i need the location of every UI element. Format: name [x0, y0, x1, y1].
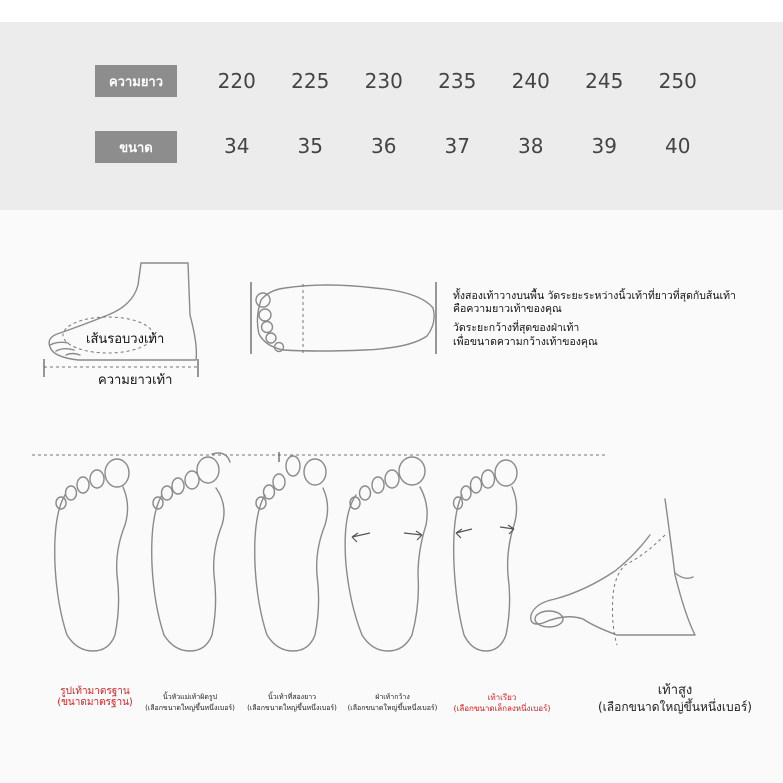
size-cell: 40: [665, 134, 691, 158]
length-row: [200, 69, 720, 93]
foot-type-advice: (เลือกขนาดเล็กลงหนึ่งเบอร์): [453, 704, 551, 713]
instruction-line-4: เพื่อขนาดความกว้างเท้าของคุณ: [453, 336, 598, 348]
foot-type-advice: (ขนาดมาตรฐาน): [57, 697, 133, 708]
length-cell: 235: [438, 69, 477, 93]
size-cell: 38: [518, 134, 544, 158]
foot-circumference-label: เส้นรอบวงเท้า: [86, 332, 165, 347]
length-row-label: ความยาว: [95, 65, 177, 97]
foot-type-name: ฝ่าเท้ากว้าง: [375, 693, 410, 701]
foot-type-advice: (เลือกขนาดใหญ่ขึ้นหนึ่งเบอร์): [145, 704, 235, 712]
bunion-foot-illustration: [142, 448, 237, 655]
size-cell: 34: [224, 134, 250, 158]
foot-type-name: รูปเท้ามาตรฐาน: [60, 686, 130, 697]
foot-type-caption: [447, 692, 557, 714]
instruction-line-3: วัดระยะกว้างที่สุดของฝ่าเท้า: [453, 322, 580, 334]
length-cell: 250: [658, 69, 697, 93]
foot-type-caption: [575, 683, 775, 715]
length-cell: 230: [364, 69, 403, 93]
slender-foot-illustration: [440, 455, 535, 655]
foot-type-advice: (เลือกขนาดใหญ่ขึ้นหนึ่งเบอร์): [247, 704, 337, 712]
high-instep-foot-illustration: [525, 495, 725, 660]
wide-foot-illustration: [340, 455, 435, 655]
foot-type-name: เท้าสูง: [657, 683, 693, 698]
size-cell: 37: [444, 134, 470, 158]
size-cell: 35: [297, 134, 323, 158]
length-cell: 225: [291, 69, 330, 93]
foot-type-advice: (เลือกขนาดใหญ่ขึ้นหนึ่งเบอร์): [598, 700, 752, 714]
standard-foot-illustration: [45, 455, 140, 655]
length-cell: 240: [511, 69, 550, 93]
size-cell: 39: [591, 134, 617, 158]
foot-type-name: เท้าเรียว: [487, 693, 517, 702]
length-cell: 245: [585, 69, 624, 93]
length-cell: 220: [217, 69, 256, 93]
top-foot-illustration: [245, 278, 440, 360]
foot-type-caption: [40, 686, 150, 708]
size-row-label: ขนาด: [95, 131, 177, 163]
instruction-line-1: ทั้งสองเท้าวางบนพื้น วัดระยะระหว่างนิ้วเท้าที่ยาวที่สุดกับส้นเท้า: [453, 290, 736, 302]
size-table: [0, 22, 783, 210]
foot-type-advice: (เลือกขนาดใหญ่ขึ้นหนึ่งเบอร์): [347, 704, 438, 712]
foot-type-caption: [140, 692, 240, 714]
foot-type-caption: [242, 692, 342, 714]
instruction-line-2: คือความยาวเท้าของคุณ: [453, 303, 562, 315]
long-second-toe-foot-illustration: [245, 448, 340, 655]
foot-type-name: นิ้วเท้าที่สองยาว: [267, 693, 317, 701]
foot-type-name: นิ้วหัวแม่เท้าผิดรูป: [162, 693, 218, 701]
foot-length-label: ความยาวเท้า: [98, 373, 173, 388]
size-row: [200, 134, 720, 158]
size-cell: 36: [371, 134, 397, 158]
foot-type-caption: [340, 692, 445, 714]
